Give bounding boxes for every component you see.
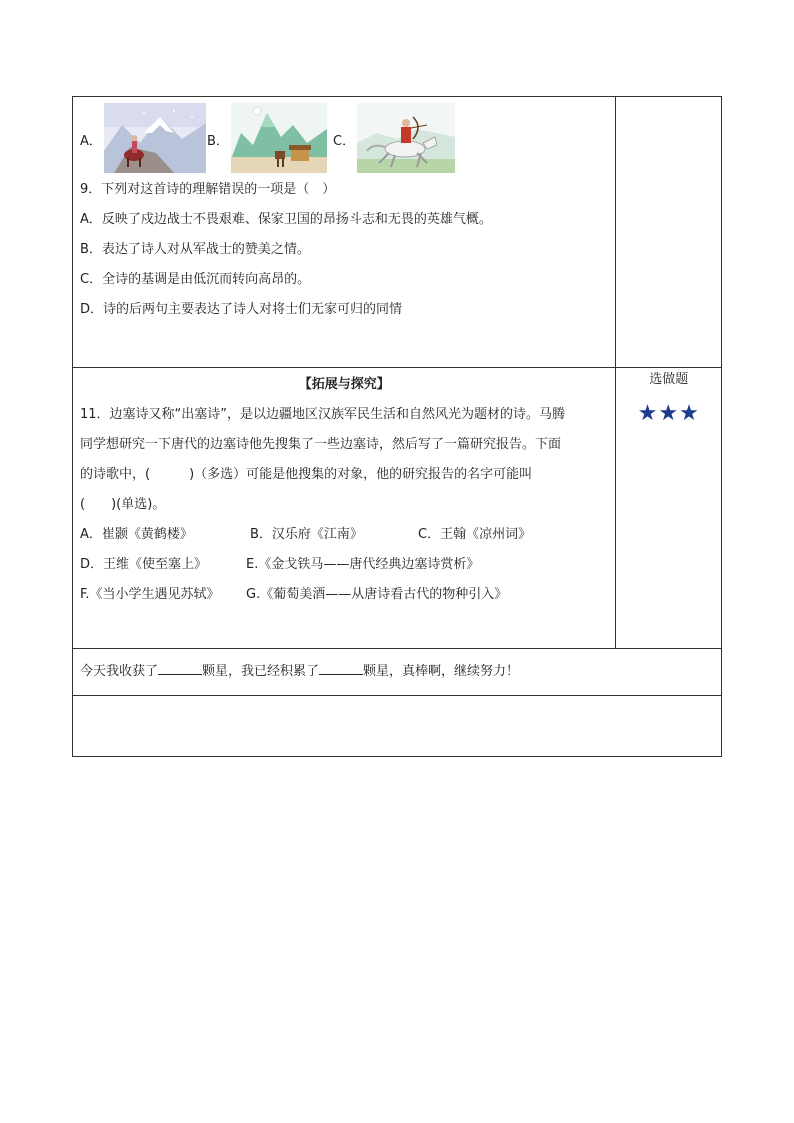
summary-row bbox=[73, 649, 722, 696]
stars-accumulated-blank[interactable] bbox=[319, 658, 363, 675]
empty-row bbox=[73, 696, 722, 757]
question-11-options-row-3 bbox=[73, 580, 615, 610]
question-9-row bbox=[73, 97, 722, 368]
snowy-mountain-rider-icon bbox=[104, 103, 206, 173]
option-g: G.《葡萄美酒——从唐诗看古代的物种引入》 bbox=[246, 587, 508, 602]
question-9-cell bbox=[73, 97, 616, 368]
extension-row bbox=[73, 368, 722, 649]
option-a-label: A． bbox=[80, 134, 102, 149]
question-11-line-4: ( )(单选)。 bbox=[80, 497, 166, 512]
optional-question-label: 选做题 bbox=[649, 372, 689, 387]
summary-cell bbox=[73, 649, 722, 696]
star-rating-icon: ★★★ bbox=[637, 401, 700, 426]
question-9-option-c: C．全诗的基调是由低沉而转向高昂的。 bbox=[80, 272, 311, 287]
option-d: D．王维《使至塞上》 bbox=[80, 557, 208, 572]
question-9-option-b: B．表达了诗人对从军战士的赞美之情。 bbox=[80, 242, 310, 257]
option-c: C．王翰《凉州词》 bbox=[418, 527, 532, 542]
worksheet-table bbox=[72, 96, 722, 757]
optional-question-cell bbox=[616, 368, 722, 649]
question-11-options-row-2 bbox=[73, 550, 615, 580]
extension-heading: 【拓展与探究】 bbox=[298, 377, 390, 392]
green-mountain-horse-icon bbox=[231, 103, 327, 173]
summary-text bbox=[73, 657, 721, 687]
galloping-archer-icon bbox=[357, 103, 455, 173]
option-e: E.《金戈铁马——唐代经典边塞诗赏析》 bbox=[246, 557, 480, 572]
option-b: B．汉乐府《江南》 bbox=[250, 527, 363, 542]
stars-earned-blank[interactable] bbox=[158, 658, 202, 675]
summary-part-3: 颗星，真棒啊，继续努力！ bbox=[363, 664, 520, 679]
extension-cell bbox=[73, 368, 616, 649]
question-11-line-1: 11．边塞诗又称“出塞诗”，是以边疆地区汉族军民生活和自然风光为题材的诗。马腾 bbox=[80, 407, 566, 422]
option-f: F.《当小学生遇见苏轼》 bbox=[80, 587, 220, 602]
question-9-option-a: A．反映了戍边战士不畏艰难、保家卫国的昂扬斗志和无畏的英雄气概。 bbox=[80, 212, 492, 227]
question-11-line-3: 的诗歌中，( )（多选）可能是他搜集的对象，他的研究报告的名字可能叫 bbox=[80, 467, 533, 482]
question-9-side-cell bbox=[616, 97, 722, 368]
question-9-stem: 9．下列对这首诗的理解错误的一项是（ ） bbox=[80, 182, 336, 197]
question-11-options-row-1 bbox=[73, 520, 615, 550]
question-11-line-2: 同学想研究一下唐代的边塞诗他先搜集了一些边塞诗，然后写了一篇研究报告。下面 bbox=[80, 437, 562, 452]
question-9-option-d: D．诗的后两句主要表达了诗人对将士们无家可归的同情 bbox=[80, 302, 403, 317]
empty-cell bbox=[73, 696, 722, 757]
picture-options bbox=[73, 97, 615, 175]
option-c-label: C． bbox=[333, 134, 356, 149]
summary-part-2: 颗星，我已经积累了 bbox=[202, 664, 320, 679]
option-b-label: B． bbox=[207, 134, 229, 149]
option-a: A．崔颢《黄鹤楼》 bbox=[80, 527, 193, 542]
summary-part-1: 今天我收获了 bbox=[80, 664, 159, 679]
